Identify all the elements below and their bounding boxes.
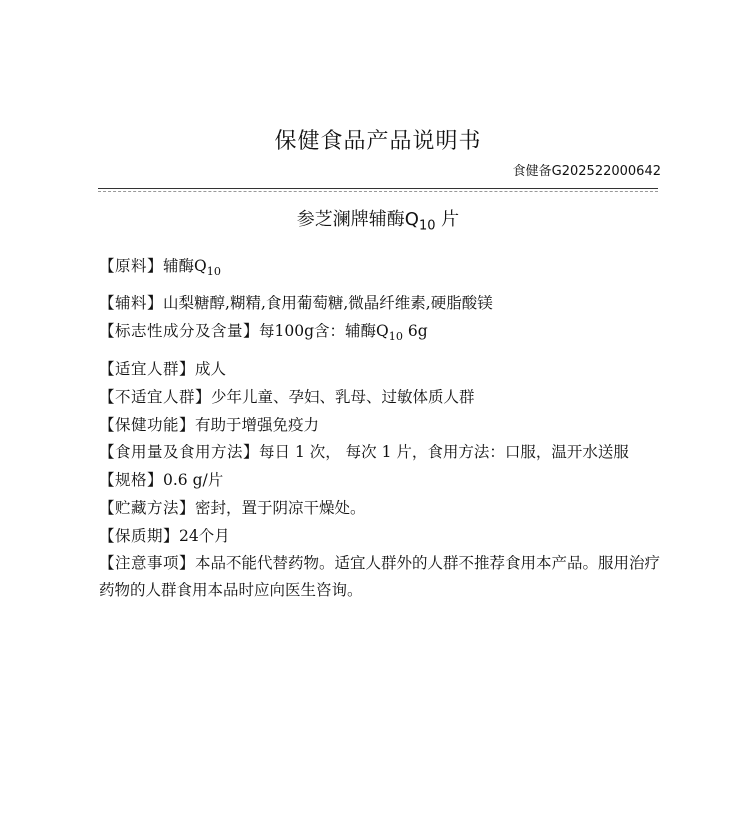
item-shelf-life bbox=[99, 522, 664, 550]
item-value: 每100g含：辅酶Q bbox=[259, 321, 389, 340]
item-value: 少年儿童、孕妇、乳母、过敏体质人群 bbox=[211, 387, 475, 406]
item-value: 0.6 g/片 bbox=[163, 470, 224, 489]
item-notes bbox=[99, 550, 664, 604]
item-label: 【保健功能】 bbox=[99, 415, 196, 434]
product-name-main: 参芝澜牌辅酶Q bbox=[296, 209, 419, 230]
item-label: 【原料】 bbox=[99, 257, 164, 275]
specification-list bbox=[99, 252, 664, 604]
item-dosage bbox=[99, 439, 664, 466]
header-divider bbox=[98, 188, 658, 189]
product-name bbox=[0, 205, 756, 234]
item-label: 【辅料】 bbox=[99, 293, 164, 312]
product-name-subscript: 10 bbox=[418, 218, 436, 234]
item-label: 【贮藏方法】 bbox=[99, 498, 196, 517]
item-value-subscript: 10 bbox=[206, 264, 221, 278]
item-label: 【规格】 bbox=[99, 470, 164, 489]
item-label: 【适宜人群】 bbox=[99, 359, 196, 378]
item-label: 【注意事项】 bbox=[99, 553, 196, 572]
item-value-subscript: 10 bbox=[388, 329, 403, 343]
item-value: 本品不能代替药物。适宜人群外的人群不推荐食用本产品。服用治疗药物的人群食用本品时应向医生咨询。 bbox=[99, 553, 661, 599]
item-storage bbox=[99, 494, 664, 522]
item-raw-material bbox=[99, 252, 664, 286]
item-value: 每日 1 次， 每次 1 片，食用方法：口服，温开水送服 bbox=[259, 442, 629, 461]
filing-number: 食健备G202522000642 bbox=[512, 164, 661, 179]
item-marker-ingredient bbox=[99, 317, 664, 351]
item-value: 24个月 bbox=[179, 526, 230, 545]
product-name-tail: 片 bbox=[435, 209, 460, 230]
header-divider-dashed bbox=[98, 191, 658, 192]
item-label: 【标志性成分及含量】 bbox=[99, 321, 260, 340]
item-function bbox=[99, 411, 664, 439]
item-suitable bbox=[99, 355, 664, 383]
item-value: 密封，置于阴凉干燥处。 bbox=[195, 498, 366, 517]
item-label: 【保质期】 bbox=[99, 526, 180, 545]
item-value: 山梨糖醇,糊精,食用葡萄糖,微晶纤维素,硬脂酸镁 bbox=[163, 293, 493, 312]
item-value-tail: 6g bbox=[402, 321, 428, 340]
item-value: 辅酶Q bbox=[163, 257, 207, 275]
item-excipients bbox=[99, 289, 664, 317]
item-value: 有助于增强免疫力 bbox=[195, 415, 320, 434]
document-title: 保健食品产品说明书 bbox=[274, 129, 482, 154]
item-specification bbox=[99, 466, 664, 494]
item-label: 【不适宜人群】 bbox=[99, 387, 212, 406]
item-value: 成人 bbox=[195, 359, 227, 378]
item-label: 【食用量及食用方法】 bbox=[99, 442, 260, 461]
item-unsuitable bbox=[99, 383, 664, 411]
